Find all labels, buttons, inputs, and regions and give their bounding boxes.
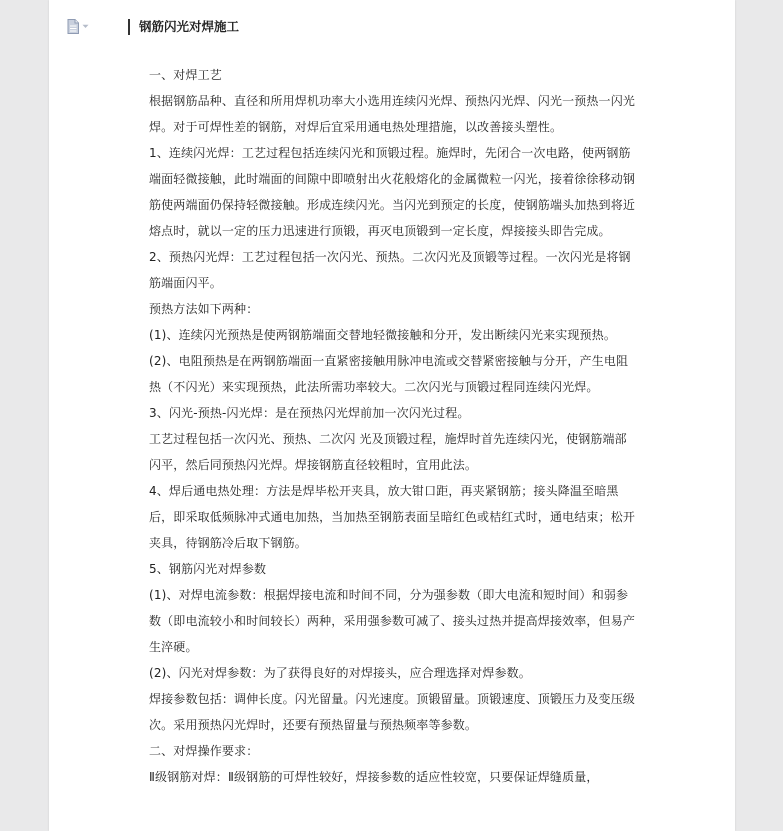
paragraph: (1)、连续闪光预热是使两钢筋端面交替地轻微接触和分开，发出断续闪光来实现预热。 xyxy=(149,328,617,342)
section-heading: 一、对焊工艺 xyxy=(149,68,222,82)
paragraph: Ⅱ级钢筋对焊：Ⅱ级钢筋的可焊性较好，焊接参数的适应性较宽，只要保证焊缝质量， xyxy=(149,770,599,784)
paragraph: (2)、电阻预热是在两钢筋端面一直紧密接触用脉冲电流或交替紧密接触与分开，产生电阻热（不闪光）来实现预热，此法所需功率较大。二次闪光与顶锻过程同连续闪光焊。 xyxy=(149,354,629,394)
paragraph: (2)、闪光对焊参数：为了获得良好的对焊接头，应合理选择对焊参数。 xyxy=(149,666,531,680)
paragraph: 预热方法如下两种： xyxy=(149,302,259,316)
paragraph: 1、连续闪光焊：工艺过程包括连续闪光和顶锻过程。施焊时，先闭合一次电路，使两钢筋端面轻微接触，此时端面的间隙中即喷射出火花般熔化的金属微粒一闪光，接着徐徐移动钢筋使两端面仍保持轻微接触。形成连续闪光。当闪光到预定的长度，使钢筋端头加热到将近熔点时，就以一定的压力迅速进行顶锻，再灭电顶锻到一定长度，焊接接头即告完成。 xyxy=(149,146,636,238)
paragraph: 焊接参数包括：调伸长度。闪光留量。闪光速度。顶锻留量。顶锻速度、顶锻压力及变压级次。采用预热闪光焊时，还要有预热留量与预热频率等参数。 xyxy=(149,692,636,732)
paragraph: 工艺过程包括一次闪光、预热、二次闪 光及顶锻过程，施焊时首先连续闪光，使钢筋端部闪平，然后同预热闪光焊。焊接钢筋直径较粗时，宜用此法。 xyxy=(149,432,627,472)
paragraph: (1)、对焊电流参数：根据焊接电流和时间不同，分为强参数（即大电流和短时间）和弱参数（即电流较小和时间较长）两种，采用强参数可减了、接头过热并提高焊接效率，但易产生淬硬。 xyxy=(149,588,636,654)
paragraph: 根据钢筋品种、直径和所用焊机功率大小选用连续闪光焊、预热闪光焊、闪光一预热一闪光焊。对于可焊性差的钢筋，对焊后宜采用通电热处理措施，以改善接头塑性。 xyxy=(149,94,636,134)
document-body xyxy=(149,62,635,790)
document-menu-button[interactable] xyxy=(67,18,93,34)
paragraph: 3、闪光-预热-闪光焊：是在预热闪光焊前加一次闪光过程。 xyxy=(149,406,470,420)
section-heading: 二、对焊操作要求： xyxy=(149,744,259,758)
paragraph: 2、预热闪光焊：工艺过程包括一次闪光、预热。二次闪光及顶锻等过程。一次闪光是将钢筋端面闪平。 xyxy=(149,250,631,290)
document-icon xyxy=(67,19,79,34)
document-title: 钢筋闪光对焊施工 xyxy=(128,19,239,35)
document-page xyxy=(49,0,735,831)
paragraph: 5、钢筋闪光对焊参数 xyxy=(149,562,267,576)
paragraph: 4、焊后通电热处理：方法是焊毕松开夹具，放大钳口距，再夹紧钢筋；接头降温至暗黑后，即采取低频脉冲式通电加热，当加热至钢筋表面呈暗红色或桔红式时，通电结束；松开夹具，待钢筋冷后取下钢筋。 xyxy=(149,484,636,550)
chevron-down-icon xyxy=(82,24,89,29)
